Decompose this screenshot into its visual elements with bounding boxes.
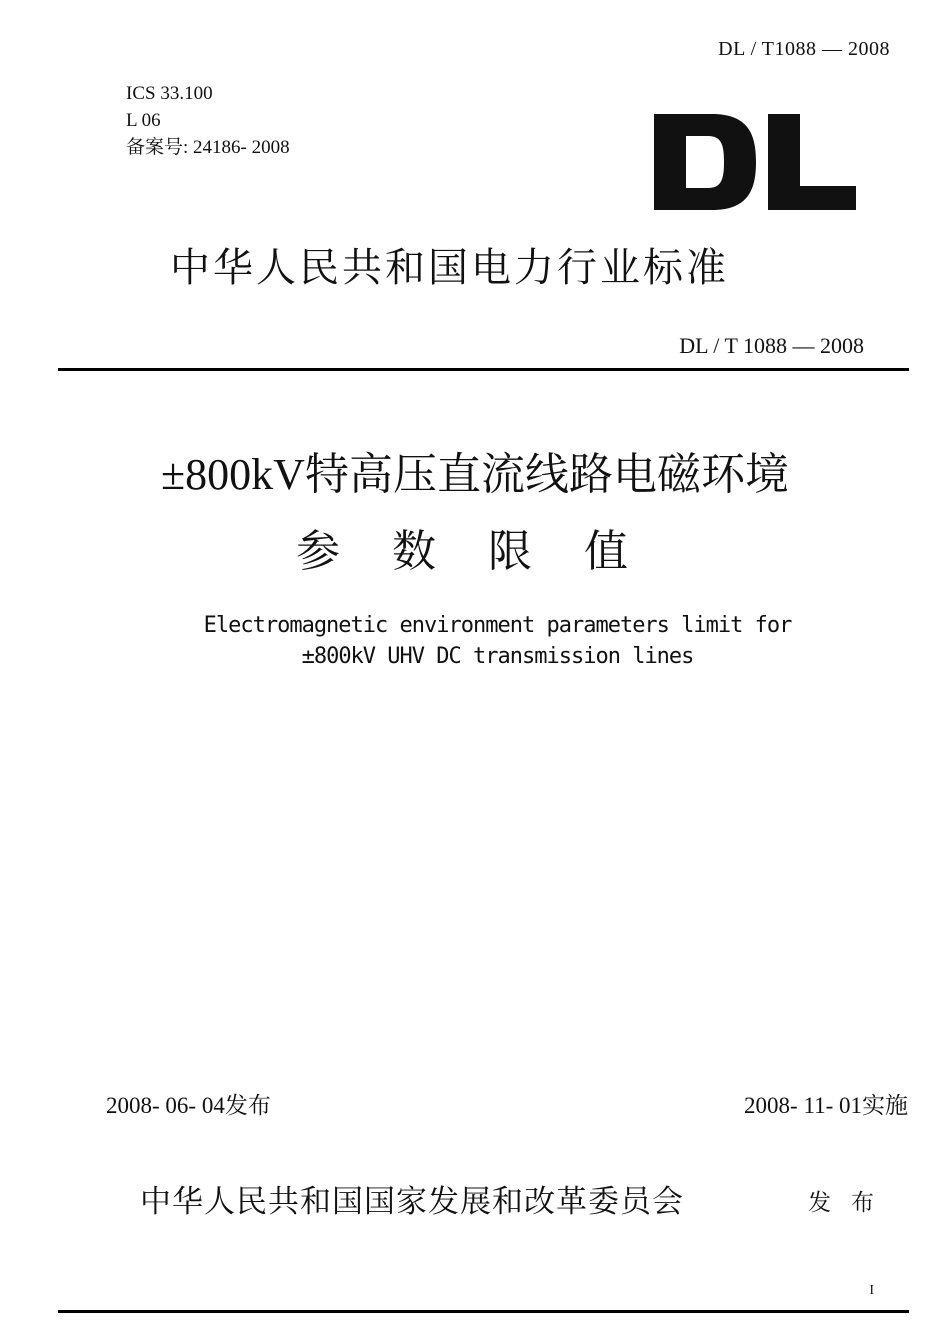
bottom-divider <box>58 1310 909 1313</box>
page-number: I <box>869 1283 874 1298</box>
category-code: L 06 <box>126 110 161 131</box>
dl-logo <box>652 112 857 212</box>
title-english <box>0 610 950 672</box>
title-en-line1: Electromagnetic environment parameters limit for <box>203 613 792 638</box>
registration-number: 备案号: 24186- 2008 <box>126 137 290 158</box>
title-zh-line2: 参数限值 <box>296 527 680 576</box>
top-divider <box>58 368 909 371</box>
title-zh-line1: ±800kV特高压直流线路电磁环境 <box>161 450 789 499</box>
standard-number: DL / T 1088 — 2008 <box>679 333 864 358</box>
publisher-name: 中华人民共和国国家发展和改革委员会 <box>140 1184 684 1220</box>
issue-date: 2008- 06- 04发布 <box>106 1093 271 1118</box>
title-en-line2: ±800kV UHV DC transmission lines <box>301 644 694 669</box>
classification-block <box>126 80 290 161</box>
publish-label: 发布 <box>808 1190 894 1215</box>
header-standard-code: DL / T1088 — 2008 <box>718 38 890 60</box>
standard-organization: 中华人民共和国电力行业标准 <box>170 245 729 291</box>
implementation-date: 2008- 11- 01实施 <box>744 1093 908 1118</box>
ics-code: ICS 33.100 <box>126 83 213 104</box>
